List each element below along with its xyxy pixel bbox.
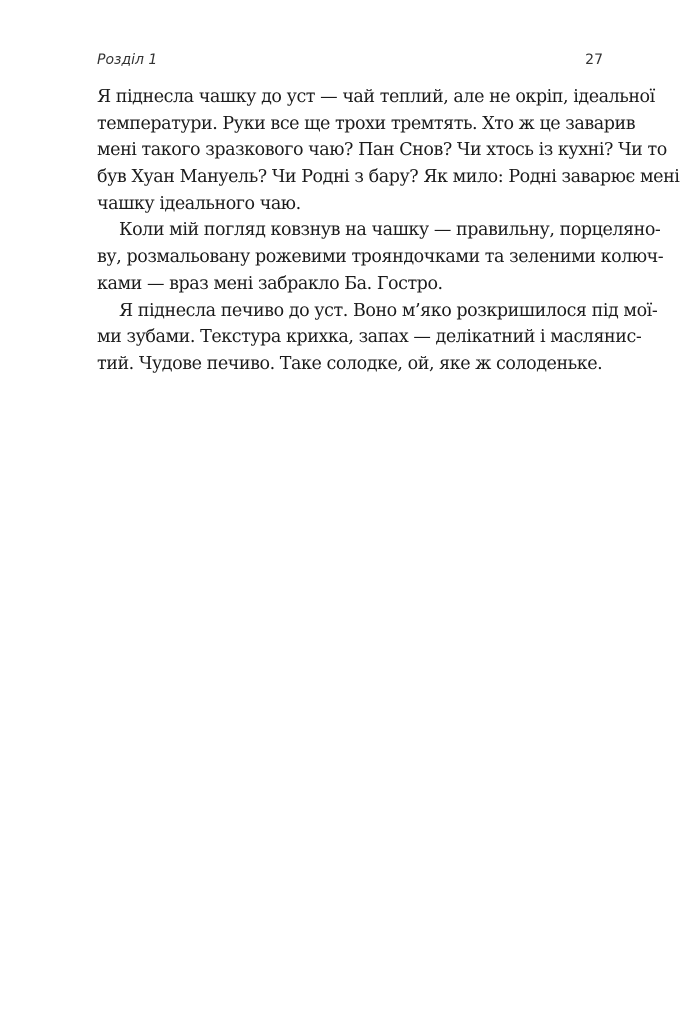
text-line: ву, розмальовану рожевими трояндочками та зеленими колюч- bbox=[97, 247, 664, 268]
text-line: Коли мій погляд ковзнув на чашку — правильну, порцеляно- bbox=[119, 220, 661, 241]
page-number: 27 bbox=[585, 52, 603, 68]
text-line: був Хуан Мануель? Чи Родні з бару? Як мило: Родні заварює мені bbox=[97, 167, 680, 188]
text-line: тий. Чудове печиво. Таке солодке, ой, яке ж солоденьке. bbox=[97, 353, 603, 374]
text-line: мені такого зразкового чаю? Пан Снов? Чи хтось із кухні? Чи то bbox=[97, 140, 667, 161]
text-line: чашку ідеального чаю. bbox=[97, 193, 301, 214]
text-line: Я піднесла чашку до уст — чай теплий, але не окріп, ідеальної bbox=[97, 87, 655, 107]
text-line: Я піднесла печиво до уст. Воно м’яко розкришилося під мої- bbox=[119, 300, 658, 321]
running-head bbox=[97, 52, 603, 68]
text-line: ками — враз мені забракло Ба. Гостро. bbox=[97, 273, 443, 294]
text-line: температури. Руки все ще трохи тремтять. Хто ж це заварив bbox=[97, 113, 636, 134]
text-line: ми зубами. Текстура крихка, запах — делікатний і маслянис- bbox=[97, 327, 642, 348]
body-text bbox=[97, 84, 680, 378]
chapter-title: Розділ 1 bbox=[97, 52, 158, 68]
